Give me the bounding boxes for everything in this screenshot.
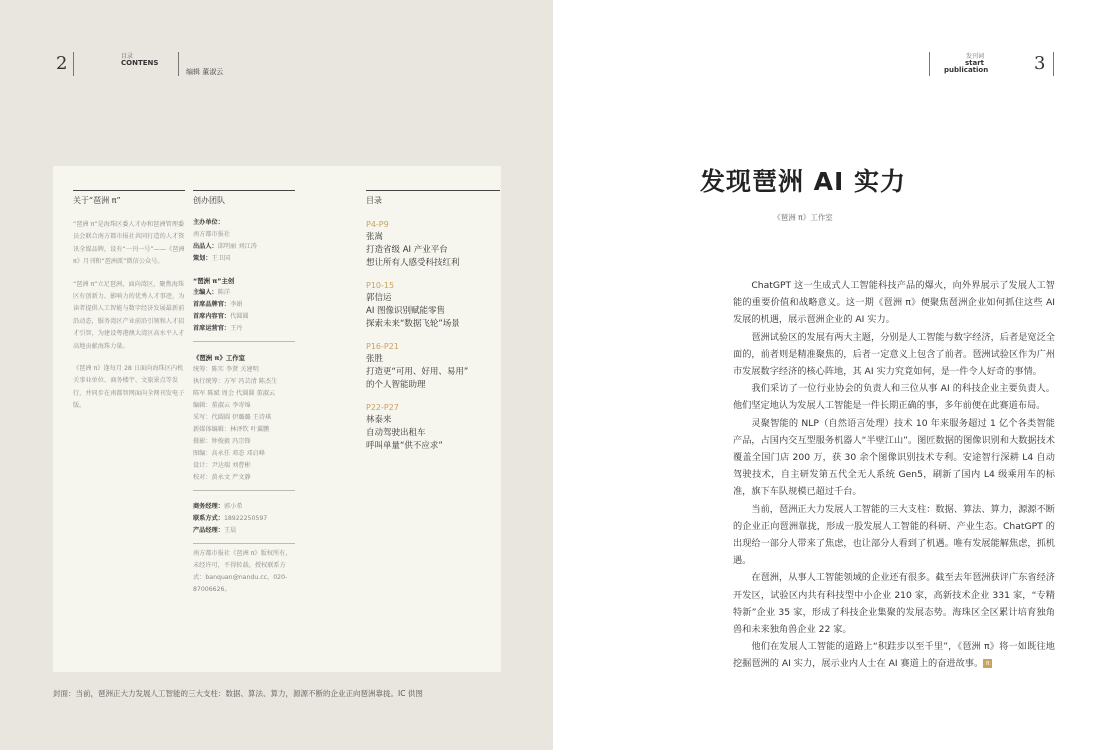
article-byline: 《琶洲 π》工作室: [773, 213, 833, 222]
article-paragraph: 灵聚智能的 NLP（自然语言处理）技术 10 年来服务超过 1 亿个各类智能产品，占国内交互型服务机器人“半壁江山”。图匠数据的图像识别和大数据技术覆盖全国门店 200 万，获 30 余个图像识别技术专利。安途智行深耕 L4 自动驾驶技术，自主研发第五代全无人系统 Gen5，刷新了国内 L4 级乘用车的标准，旗下车队规模已超过千台。: [733, 417, 1055, 498]
header-publication-label: 发刊词 start publication: [944, 53, 989, 74]
header-divider-right-2: [1053, 52, 1054, 76]
about-paragraph-1: “琶洲 π”是海珠区委人才办和琶洲管理委员会联合南方都市报社共同打造的人才资讯全媒品牌，设有“一刊一号”——《琶洲 π》月刊和“琶洲派”微信公众号。: [73, 221, 185, 266]
copyright-note: 南方都市报社《琶洲 π》版权所有，未经许可，不得转载。授权联系方式：banquan@nandu.cc，020-87006626。: [193, 550, 292, 593]
team-pi-section: “琶洲 π”主创 主编人：陈洋 首席品牌官：李娟 首席内容官：代圆圆 首席运营官：王丹: [193, 275, 295, 342]
studio-line: 校对：黄永文 严文静: [193, 474, 251, 481]
studio-lines: [193, 364, 295, 484]
about-paragraph-3: 《琶洲 π》逢每月 28 日面向海珠区内机关事业单位、商务楼宇、文旅景点等发行，并同步在南都智网面向全网刊发电子版。: [73, 365, 185, 410]
team-studio-section: 《琶洲 π》工作室 统筹：陈实 李贤 关建明 执行统筹：方军 冯芸清 陈杰生 陈军 陈斌 周会 代圆圆 董淑云 编辑：董淑云 李寄绵 采写：代圆圆 伊璐璐 王诗琪 新媒体编辑：林泽钦 叶翼鹏 摄影：钟俊毅 冯宗锋 图编：高永任 邓态 邓启峰 设计：尹达瑞 刘曹彬 校对：黄永文 严文静: [193, 352, 295, 491]
header-divider: [73, 52, 74, 76]
article-paragraph: 我们采访了一位行业协会的负责人和三位从事 AI 的科技企业主要负责人。他们坚定地认为发展人工智能是一件长期正确的事，多年前便在此赛道布局。: [733, 383, 1055, 412]
toc-item[interactable]: P4-P9 张嵩 打造省级 AI 产业平台 想让所有人感受科技红利: [366, 220, 460, 268]
team-contact: 商务经理：郭小希 联系方式：18922250597 产品经理：王晨 南方都市报社《琶洲 π》版权所有，未经许可，不得转载。授权联系方式：banquan@nandu.cc，020-87006626。: [193, 501, 295, 596]
toc-column: [366, 190, 500, 453]
team-org: 主办单位： 南方都市报社 出品人：邱明丽 刘江涛 策划：王卫国: [193, 219, 257, 262]
header-divider-right: [929, 52, 930, 76]
studio-line: 图编：高永任 邓态 邓启峰: [193, 450, 265, 457]
studio-line: 新媒体编辑：林泽钦 叶翼鹏: [193, 426, 270, 433]
studio-line: 编辑：董淑云 李寄绵: [193, 402, 251, 409]
article-paragraph-last: 他们在发展人工智能的道路上“积跬步以至千里”，《琶洲 π》将一如既往地挖掘琶洲的 AI 实力，展示业内人士在 AI 赛道上的奋进故事。 π: [733, 641, 1055, 670]
about-paragraph-2: “琶洲 π”立足琶洲，面向湾区，聚焦海珠区有创新力、影响力的优秀人才事迹，为读者提供人工智能与数字经济发展最新前沿动态，服务湾区产业前沿引领和人才招才引智，为建设粤港澳大湾区高水平人才高地贡献海珠力量。: [73, 280, 185, 350]
end-mark-icon: π: [983, 659, 992, 668]
article-paragraph: 琶洲试验区的发展有两大主题，分别是人工智能与数字经济，后者是宽泛全面的，前者则是精准聚焦的，后者一定意义上包含了前者。琶洲试验区作为广州市发展数字经济的核心阵地，其 AI 实力究竟如何，是一件令人好奇的事情。: [733, 331, 1055, 378]
studio-line: 陈军 陈斌 周会 代圆圆 董淑云: [193, 390, 276, 397]
article-paragraph: 当前，琶洲正大力发展人工智能的三大支柱：数据、算法、算力，源源不断的企业正向琶洲靠拢，形成一股发展人工智能的科研、产业生态。ChatGPT 的出现给一部分人带来了焦虑，也让部分人看到了机遇。唯有发展能解焦虑，抓机遇。: [733, 503, 1055, 567]
article-body: [733, 277, 1055, 673]
header-divider-2: [178, 52, 179, 76]
article-title: 发现琶洲 AI 实力: [699, 167, 907, 196]
studio-line: 统筹：陈实 李贤 关建明: [193, 366, 259, 373]
about-column: [73, 190, 185, 413]
header-contents-label: 目录 CONTENS: [121, 53, 159, 67]
toc-item[interactable]: P10-15 郭信运 AI 图像识别赋能零售 探索未来“数据飞轮”场景: [366, 281, 460, 329]
article-paragraph: ChatGPT 这一生成式人工智能科技产品的爆火，向外界展示了发展人工智能的重要价值和战略意义。这一期《琶洲 π》便聚焦琶洲企业如何抓住这些 AI 发展的机遇，展示琶洲企业的 AI 实力。: [733, 280, 1055, 326]
studio-line: 采写：代圆圆 伊璐璐 王诗琪: [193, 414, 272, 421]
page-number-left: 2: [56, 53, 68, 74]
team-column: [193, 190, 295, 596]
studio-line: 执行统筹：方军 冯芸清 陈杰生: [193, 378, 278, 385]
article-paragraph: 在琶洲，从事人工智能领域的企业还有很多。截至去年琶洲获评广东省经济开发区，试验区内共有科技型中小企业 210 家，高新技术企业 331 家，“专精特新”企业 35 家，形成了科技企业集聚的发展态势。海珠区全区累计培育独角兽和未来独角兽企业 22 家。: [733, 572, 1055, 636]
cover-caption: 封面：当前，琶洲正大力发展人工智能的三大支柱：数据、算法、算力，源源不断的企业正向琶洲靠拢。IC 供图: [53, 689, 423, 698]
studio-line: 摄影：钟俊毅 冯宗锋: [193, 438, 251, 445]
about-title: 关于“琶洲 π”: [73, 190, 185, 209]
studio-line: 设计：尹达瑞 刘曹彬: [193, 462, 251, 469]
page-number-right: 3: [1034, 53, 1046, 74]
team-title: 创办团队: [193, 190, 295, 209]
header-editor: 编辑 董淑云: [186, 68, 224, 76]
toc-item[interactable]: P16-P21 张胜 打造更“可用、好用、易用” 的个人智能助理: [366, 342, 469, 390]
toc-title: 目录: [366, 190, 500, 209]
toc-item[interactable]: P22-P27 林泰来 自动驾驶出租车 呼叫单量“供不应求”: [366, 403, 443, 451]
